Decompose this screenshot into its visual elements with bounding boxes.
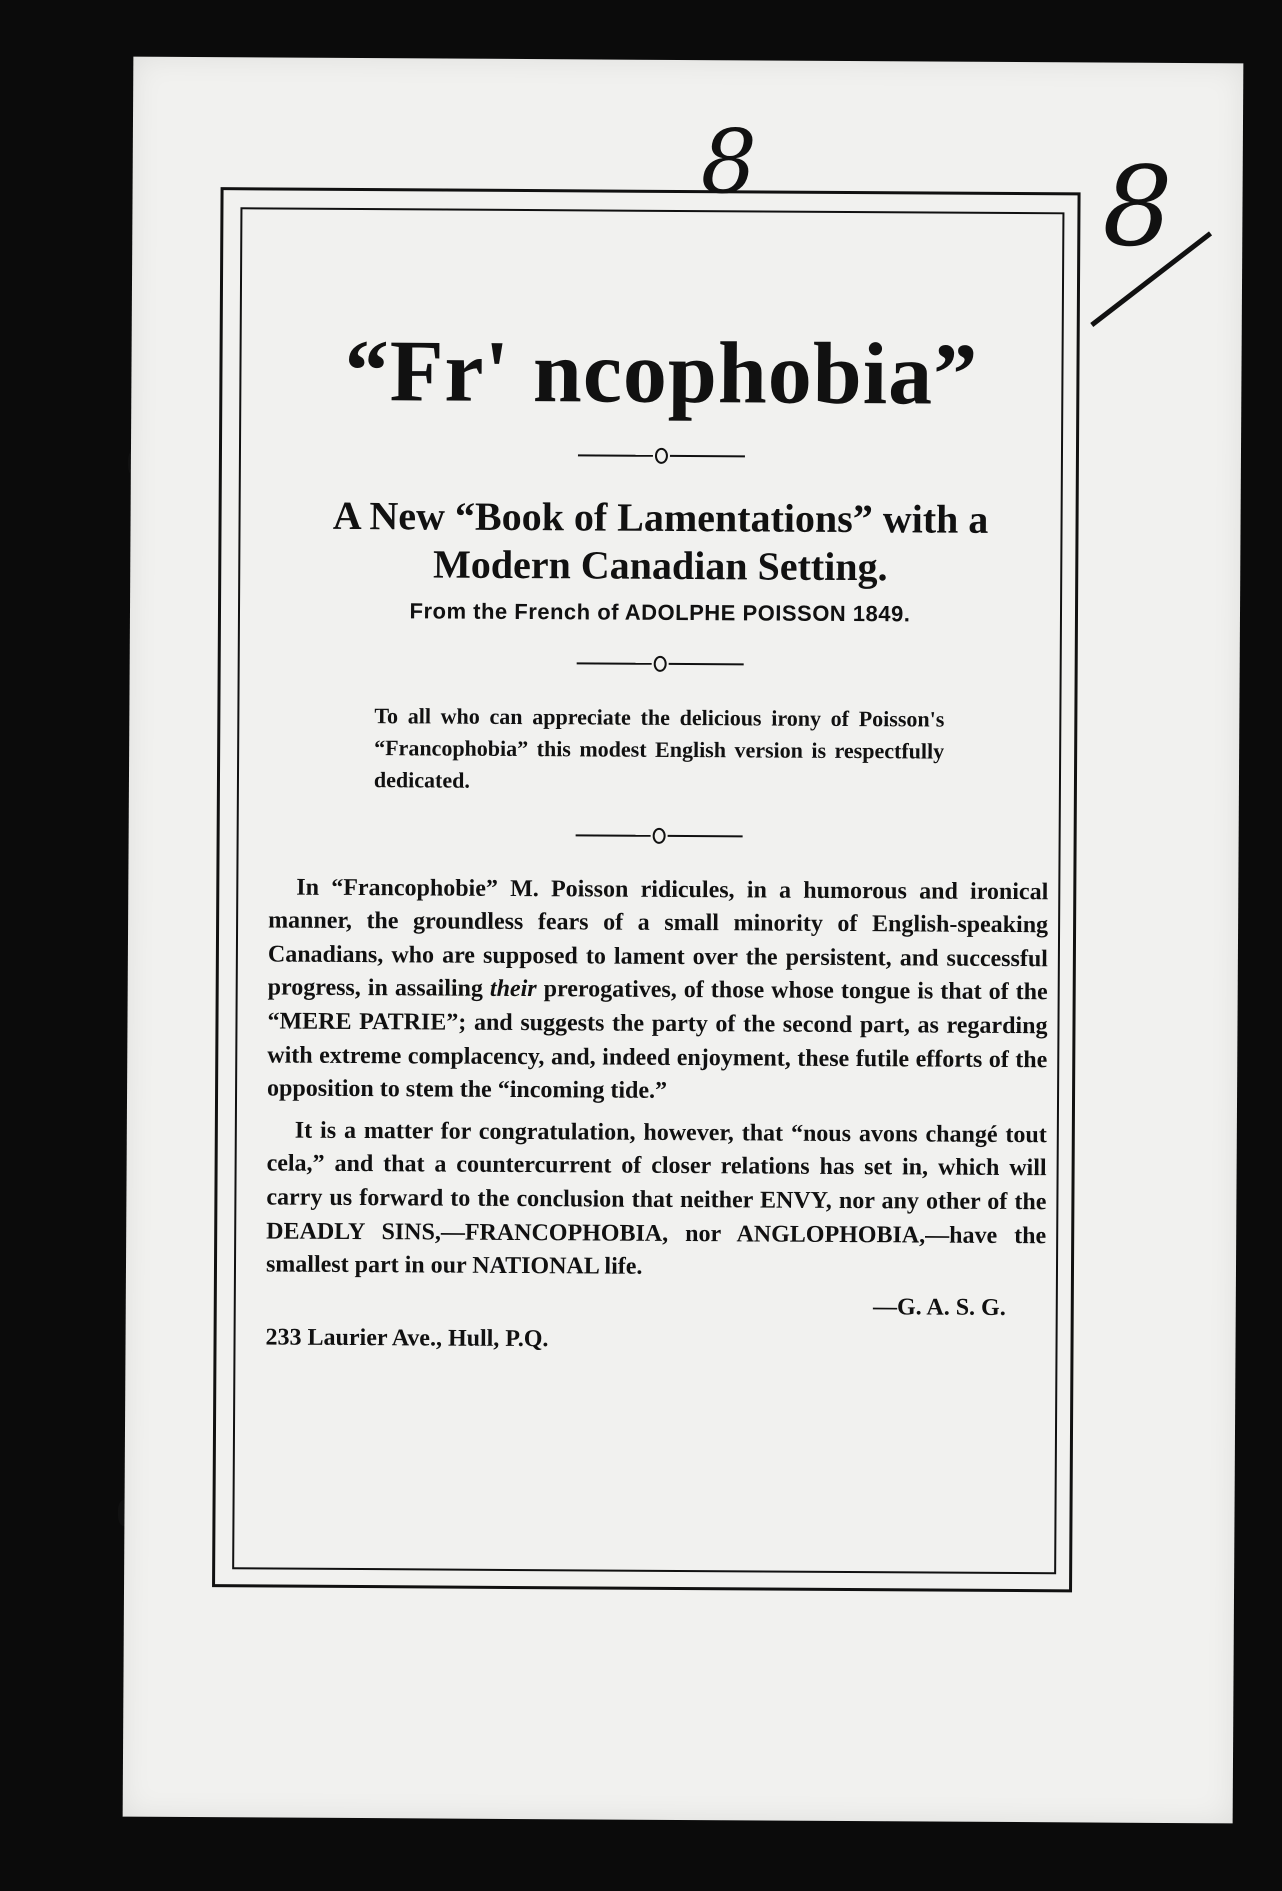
page-content [265, 267, 1052, 1355]
handwritten-number: 8 [700, 110, 758, 214]
ornament-divider [269, 825, 1049, 846]
address: 233 Laurier Ave., Hull, P.Q. [265, 1324, 549, 1352]
dedication: To all who can appreciate the delicious irony of Poisson's “Francophobia” this modest English version is respectfully dedicated. [373, 703, 945, 793]
ornament-divider [271, 445, 1051, 466]
author-credit: From the French of ADOLPHE POISSON 1849. [409, 598, 911, 627]
ornament-divider [270, 653, 1050, 674]
signature: —G. A. S. G. [872, 1293, 1006, 1321]
subtitle: A New “Book of Lamentations” with a Modern Canadian Setting. [332, 492, 989, 590]
handwritten-number: 8 [1102, 142, 1173, 271]
body-paragraph: In “Francophobie” M. Poisson ridicules, in a humorous and ironical manner, the groundless fears of a small minority of English-speaking Canadians, who are supposed to lament over the persistent, and successful progress, in assailing their prerogatives, of those whose tongue is that of the “MERE PATRIE”; and suggests the party of the second part, as regarding with extreme complacency, and, indeed enjoyment, these futile efforts of the opposition to stem the “incoming tide.” [267, 874, 1049, 1105]
document-page [123, 57, 1244, 1824]
page-title: “Fr' ncophobia” [344, 322, 979, 424]
body-paragraph: It is a matter for congratulation, however, that “nous avons changé tout cela,” and that a countercurrent of closer relations has set in, which will carry us forward to the conclusion that neither ENVY, nor any other of the DEADLY SINS,—FRANCOPHOBIA, nor ANGLOPHOBIA,—have the smallest part in our NATIONAL life. [265, 1117, 1047, 1280]
footer [265, 1290, 1045, 1355]
